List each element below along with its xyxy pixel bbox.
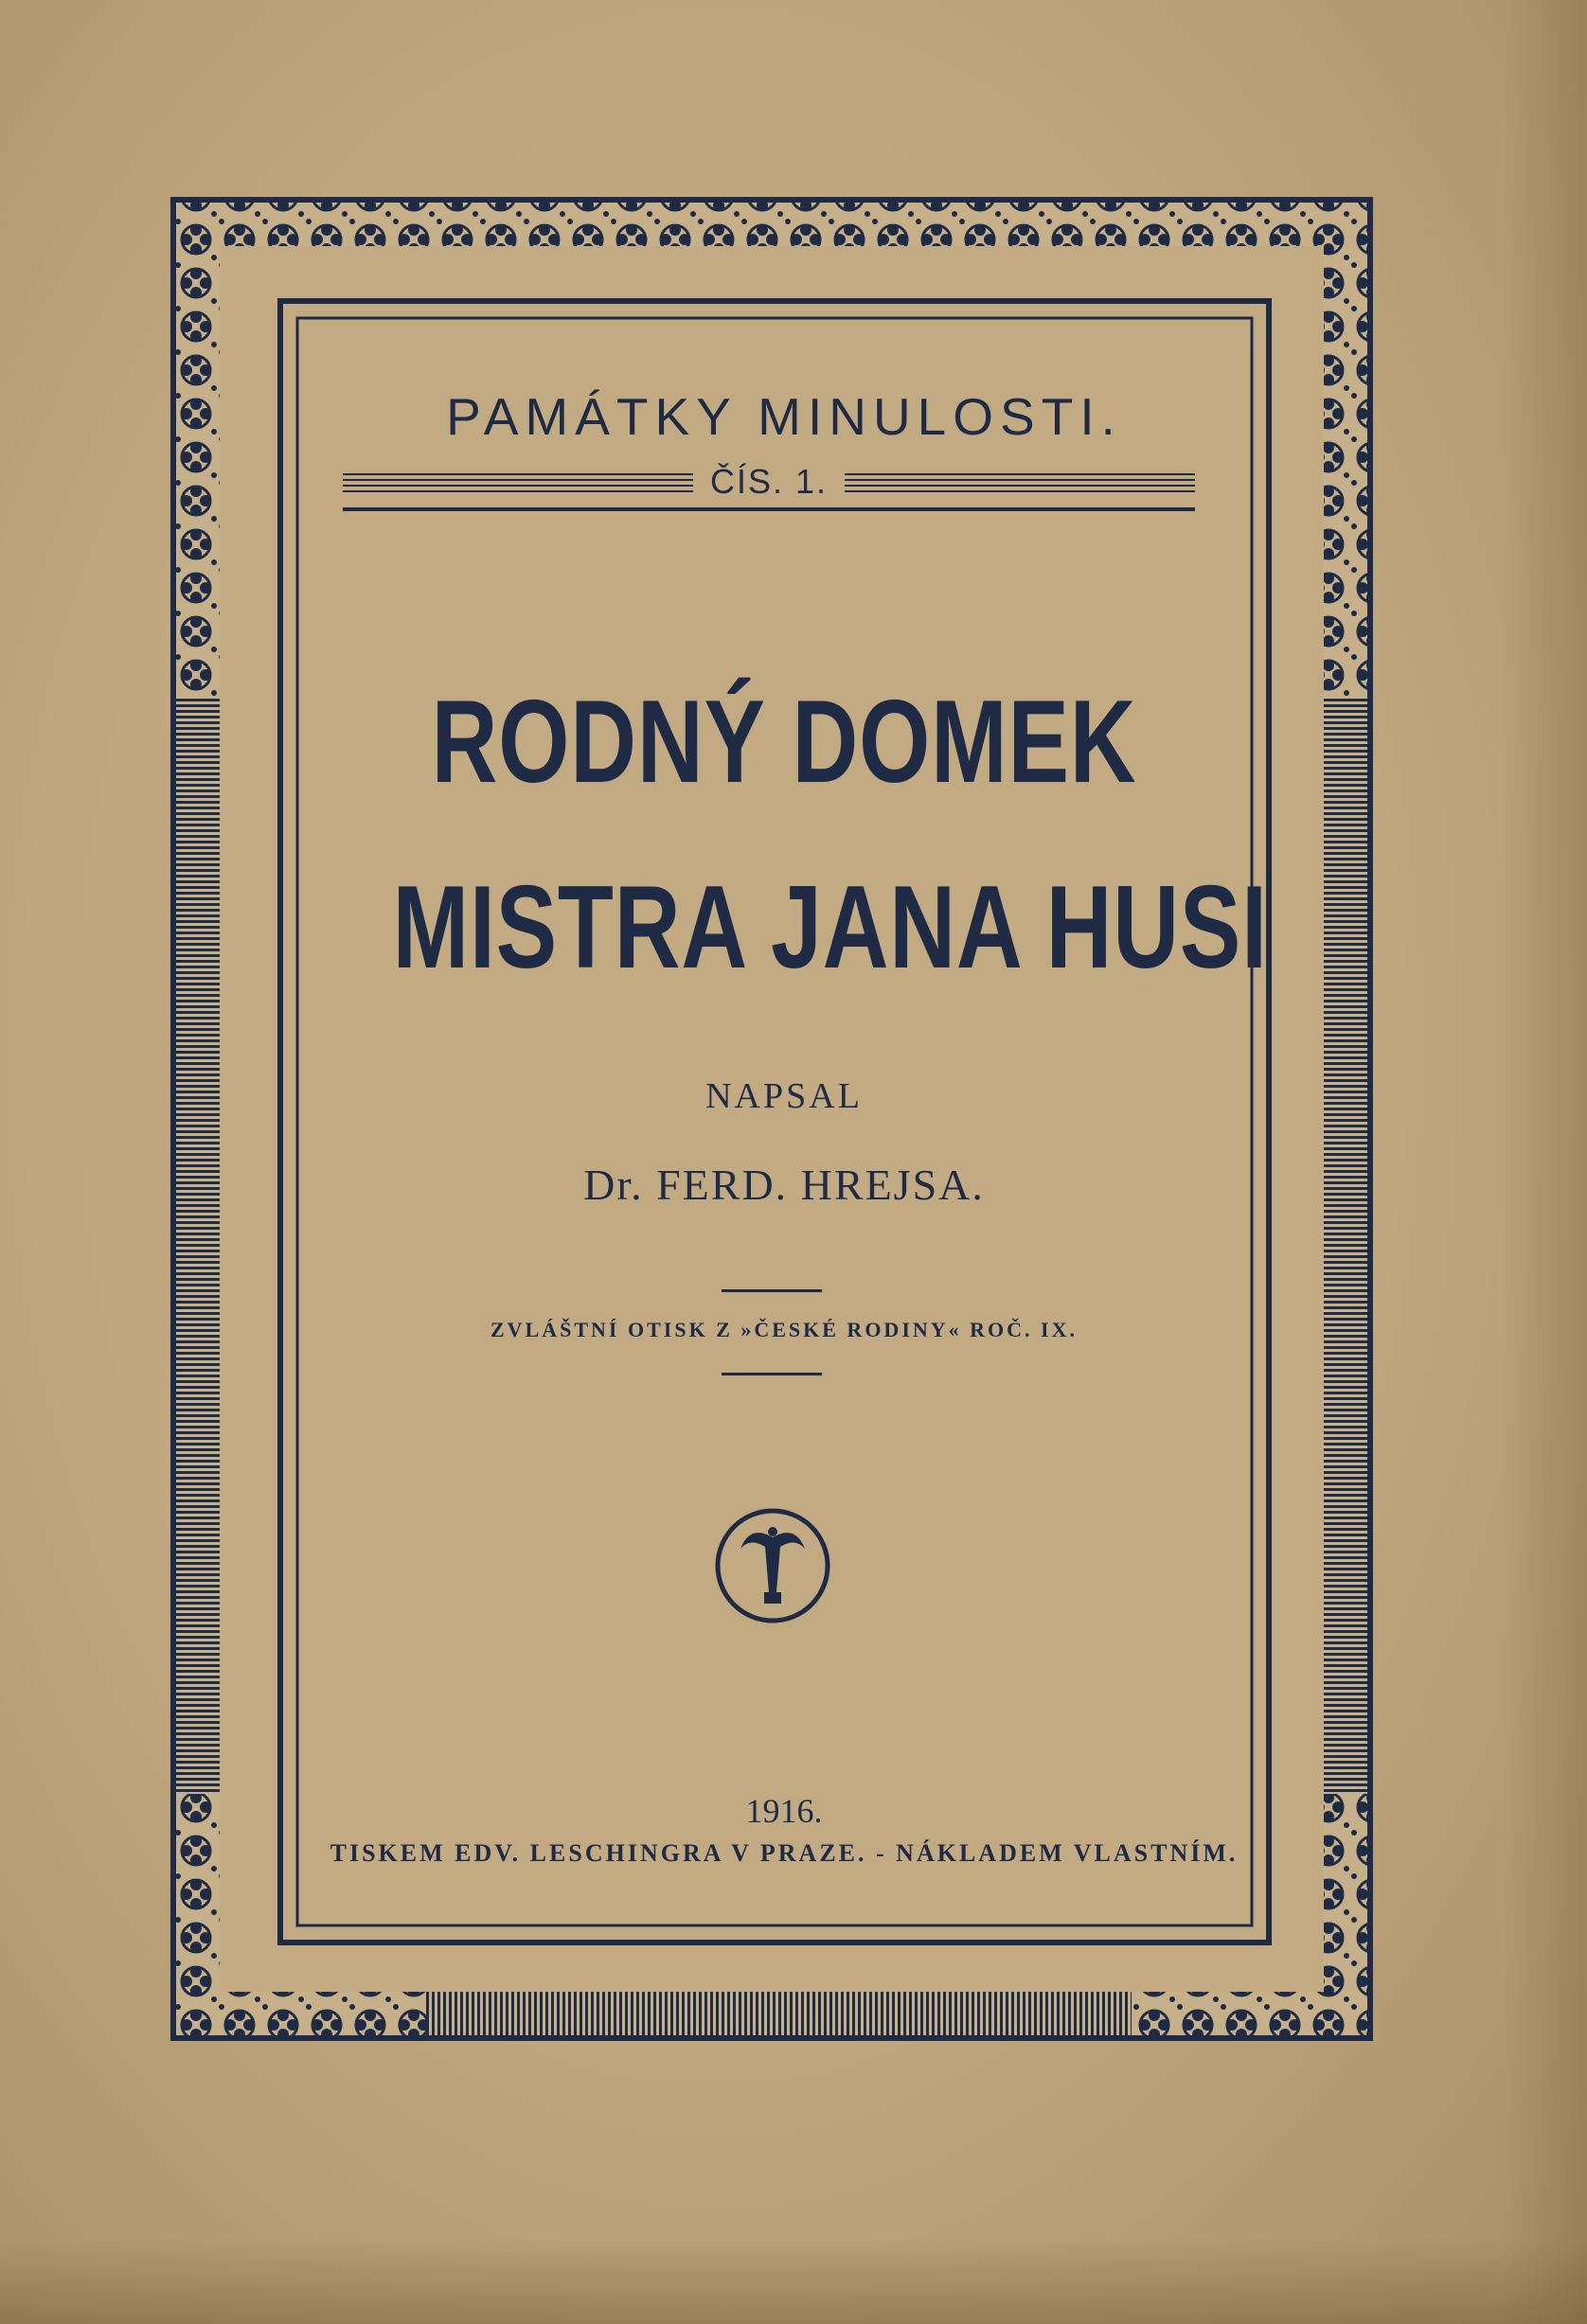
series-title: PAMÁTKY MINULOSTI.: [446, 387, 1122, 446]
divider-bottom: [722, 1373, 822, 1375]
book-title-line-2: MISTRA JANA HUSI: [392, 862, 1268, 993]
book-title-line-1: RODNÝ DOMEK: [431, 677, 1137, 807]
issue-number-row: [343, 462, 1195, 509]
publication-year: 1916.: [745, 1792, 823, 1830]
byline-label: NAPSAL: [705, 1076, 863, 1116]
issue-number: ČÍS. 1.: [709, 462, 829, 501]
header-rule: [343, 507, 1195, 511]
reprint-note: ZVLÁŠTNÍ OTISK Z »ČESKÉ RODINY« ROČ. IX.: [490, 1318, 1078, 1341]
printer-imprint: TISKEM EDV. LESCHINGRA V PRAZE. - NÁKLADEM VLASTNÍM.: [330, 1839, 1239, 1867]
decorative-lines-right: [845, 473, 1195, 492]
author-name: Dr. FERD. HREJSA.: [583, 1161, 985, 1209]
publisher-emblem-icon: [712, 1505, 833, 1626]
divider-top: [722, 1289, 822, 1292]
